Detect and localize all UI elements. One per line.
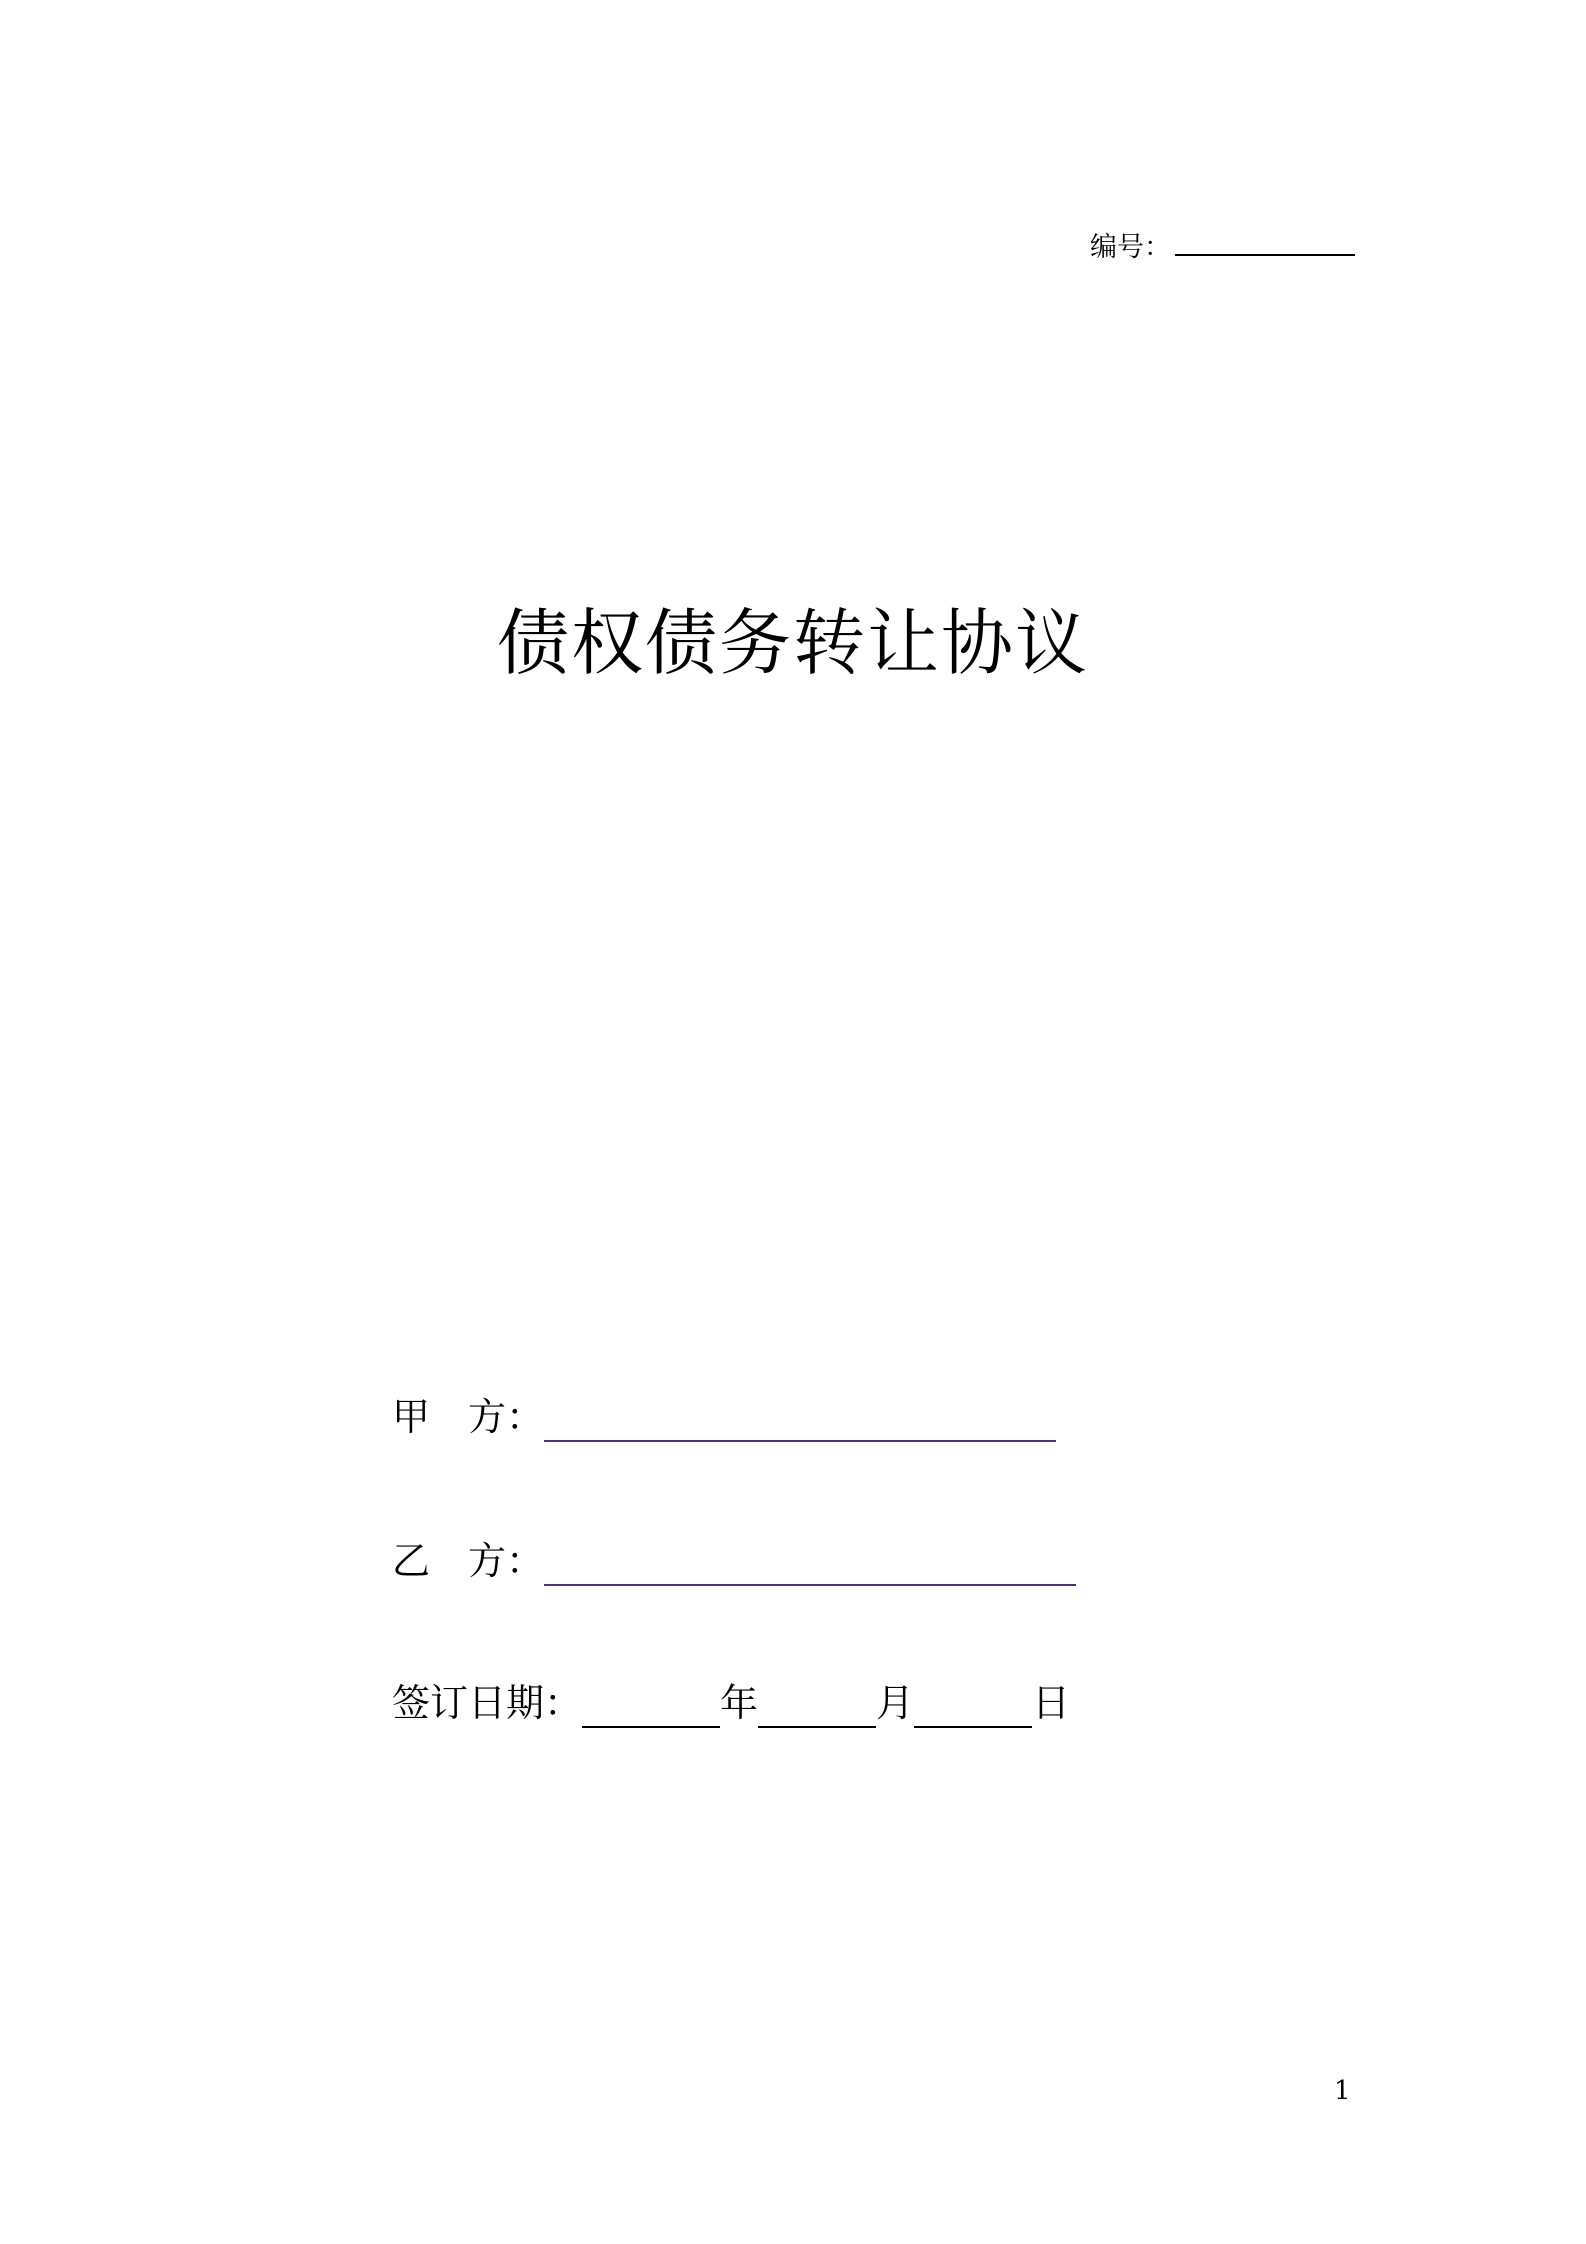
signing-date-label: 签订日期： bbox=[392, 1681, 583, 1725]
document-number-label: 编号： bbox=[1090, 232, 1171, 263]
month-blank[interactable] bbox=[758, 1686, 876, 1728]
document-number-field bbox=[1090, 228, 1355, 268]
year-blank[interactable] bbox=[582, 1686, 720, 1728]
month-label: 月 bbox=[876, 1681, 915, 1725]
document-number-blank[interactable] bbox=[1175, 228, 1355, 256]
day-label: 日 bbox=[1032, 1681, 1071, 1725]
signing-date-field bbox=[392, 1678, 1070, 1728]
party-a-blank[interactable] bbox=[544, 1400, 1056, 1442]
party-a-label: 甲 方： bbox=[392, 1395, 545, 1439]
party-b-blank[interactable] bbox=[544, 1544, 1076, 1586]
year-label: 年 bbox=[720, 1681, 759, 1725]
document-title: 债权债务转让协议 bbox=[496, 601, 1089, 685]
page-number: 1 bbox=[1334, 2076, 1351, 2106]
day-blank[interactable] bbox=[914, 1686, 1032, 1728]
party-b-field bbox=[392, 1536, 1076, 1586]
party-b-label: 乙 方： bbox=[392, 1539, 545, 1583]
party-a-field bbox=[392, 1392, 1056, 1442]
